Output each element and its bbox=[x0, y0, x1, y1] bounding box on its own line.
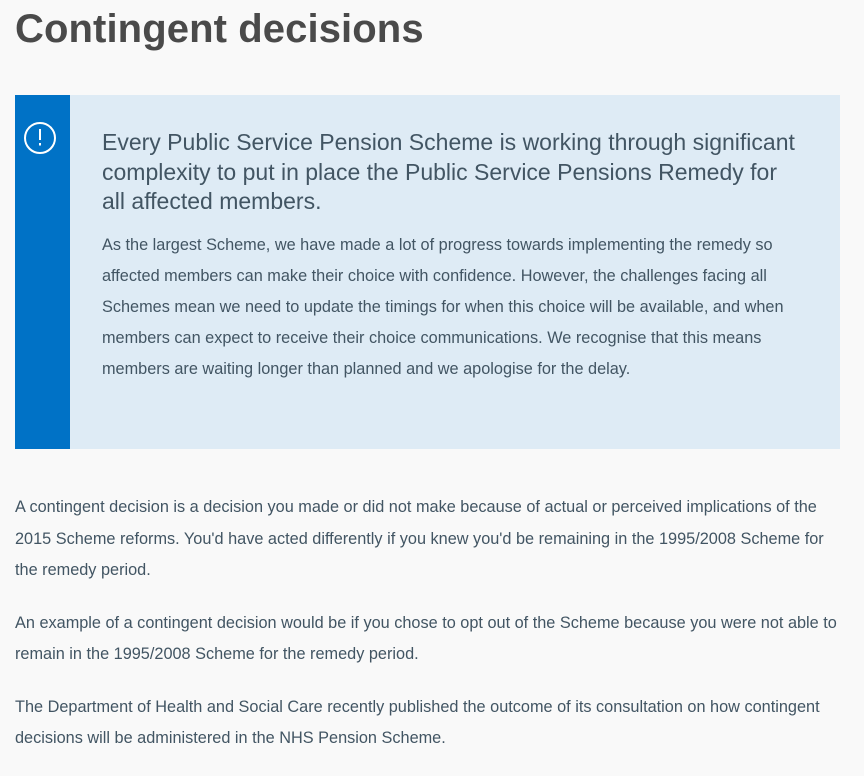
warning-callout bbox=[15, 95, 840, 449]
alert-circle-icon bbox=[24, 122, 56, 154]
content-paragraph: The Department of Health and Social Care recently published the outcome of its consultation on how contingent decisions will be administered in the NHS Pension Scheme. bbox=[15, 697, 820, 747]
page-title: Contingent decisions bbox=[15, 7, 424, 51]
main-content bbox=[15, 492, 840, 776]
callout-heading: Every Public Service Pension Scheme is working through significant complexity to put in place the Public Service Pensions Remedy for all affected members. bbox=[102, 129, 795, 214]
callout-body bbox=[70, 95, 802, 449]
page-container bbox=[15, 0, 840, 747]
content-paragraph: A contingent decision is a decision you made or did not make because of actual or perceived implications of the 2015 Scheme reforms. You'd have acted differently if you knew you'd be remaining in the 1995/2008 Scheme for the remedy period. bbox=[15, 498, 824, 579]
callout-text: As the largest Scheme, we have made a lot of progress towards implementing the remedy so affected members can make their choice with confidence. However, the challenges facing all Schemes mean we need to update the timings for when this choice will be available, and when members can expect to receive their choice communications. We recognise that this means members are waiting longer than planned and we apologise for the delay. bbox=[102, 235, 784, 378]
callout-accent-bar bbox=[15, 95, 70, 449]
content-paragraph: An example of a contingent decision would be if you chose to opt out of the Scheme because you were not able to remain in the 1995/2008 Scheme for the remedy period. bbox=[15, 613, 837, 663]
